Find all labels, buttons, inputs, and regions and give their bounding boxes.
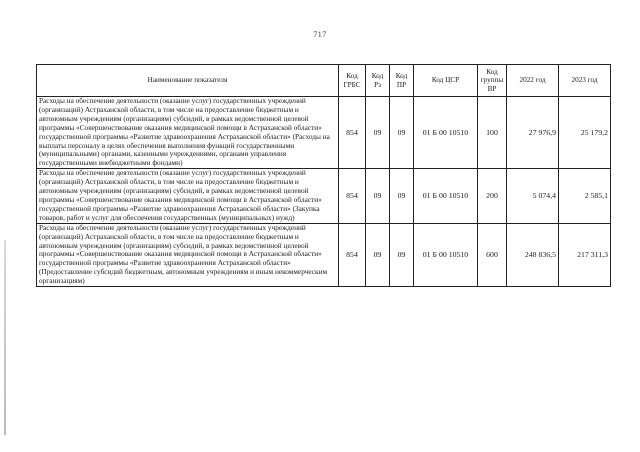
row-pr: 09 <box>390 97 414 169</box>
row-grbs: 854 <box>339 223 366 286</box>
row-vr: 200 <box>478 169 507 223</box>
row-grbs: 854 <box>339 97 366 169</box>
row-pr: 09 <box>390 223 414 286</box>
row-rz: 09 <box>366 97 390 169</box>
row-rz: 09 <box>366 169 390 223</box>
row-csr: 01 Б 00 10510 <box>414 169 478 223</box>
row-2022: 5 074,4 <box>507 169 559 223</box>
budget-table <box>36 64 611 287</box>
header-2023: 2023 год <box>559 65 611 97</box>
row-vr: 100 <box>478 97 507 169</box>
row-vr: 600 <box>478 223 507 286</box>
row-2022: 248 836,5 <box>507 223 559 286</box>
scan-edge-shadow <box>4 240 6 435</box>
header-csr: Код ЦСР <box>414 65 478 97</box>
row-2023: 217 311,3 <box>559 223 611 286</box>
row-name: Расходы на обеспечение деятельности (оказание услуг) государственных учреждений (организаций) Астраханской области, в том числе на предоставление бюджетным и автономным учреждениям (организациям) субсидий, в рамках ведомственной целевой программы «Совершенствование оказания медицинской помощи в Астраханской области» государственной программы «Развитие здравоохранения Астраханской области» (Закупка товаров, работ и услуг для обеспечения государственных (муниципальных) нужд) <box>37 169 339 223</box>
table-row <box>37 97 611 169</box>
header-2022: 2022 год <box>507 65 559 97</box>
row-2022: 27 976,9 <box>507 97 559 169</box>
row-2023: 25 179,2 <box>559 97 611 169</box>
header-name: Наименование показателя <box>37 65 339 97</box>
row-name: Расходы на обеспечение деятельности (оказание услуг) государственных учреждений (организаций) Астраханской области, в том числе на предоставление бюджетным и автономным учреждениям (организациям) субсидий, в рамках ведомственной целевой программы «Совершенствование оказания медицинской помощи в Астраханской области» государственной программы «Развитие здравоохранения Астраханской области» (Расходы на выплаты персоналу в целях обеспечения выполнения функций государственными (муниципальными) органами, казенными учреждениями, органами управления государственными внебюджетными фондами) <box>37 97 339 169</box>
header-vr: Код группы ВР <box>478 65 507 97</box>
row-2023: 2 585,1 <box>559 169 611 223</box>
page-number: 717 <box>313 30 327 39</box>
header-pr: Код ПР <box>390 65 414 97</box>
header-rz: Код Рз <box>366 65 390 97</box>
table-row <box>37 223 611 286</box>
row-csr: 01 Б 00 10510 <box>414 97 478 169</box>
row-csr: 01 Б 00 10510 <box>414 223 478 286</box>
row-name: Расходы на обеспечение деятельности (оказание услуг) государственных учреждений (организаций) Астраханской области, в том числе на предоставление бюджетным и автономным учреждениям (организациям) субсидий, в рамках ведомственной целевой программы «Совершенствование оказания медицинской помощи в Астраханской области» государственной программы «Развитие здравоохранения Астраханской области» (Предоставление субсидий бюджетным, автономным учреждениям и иным некоммерческим организациям) <box>37 223 339 286</box>
table-row <box>37 169 611 223</box>
header-grbs: Код ГРБС <box>339 65 366 97</box>
row-pr: 09 <box>390 169 414 223</box>
row-grbs: 854 <box>339 169 366 223</box>
row-rz: 09 <box>366 223 390 286</box>
header-row <box>37 65 611 97</box>
